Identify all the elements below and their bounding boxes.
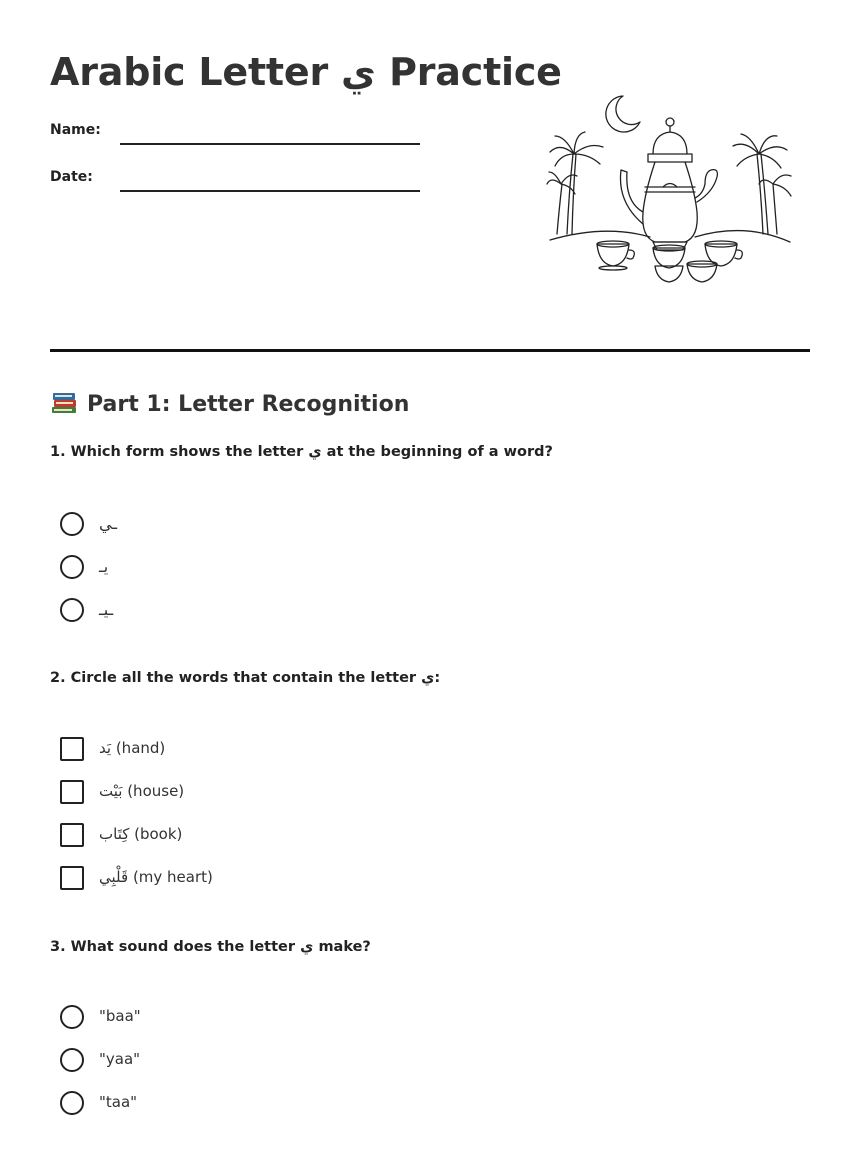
date-field[interactable] xyxy=(50,162,430,192)
question-3: 3. What sound does the letter ي make? xyxy=(50,939,371,955)
q2-option-1[interactable] xyxy=(60,737,460,763)
books-icon xyxy=(50,389,78,415)
option-label: يَد (hand) xyxy=(99,739,166,757)
checkbox[interactable] xyxy=(60,823,84,847)
part1-title-text: Part 1: Letter Recognition xyxy=(87,392,410,417)
option-label: ـيـ xyxy=(99,600,114,619)
q1-option-1[interactable] xyxy=(60,512,460,538)
checkbox[interactable] xyxy=(60,780,84,804)
q3-option-2[interactable] xyxy=(60,1048,460,1074)
q1-option-3[interactable] xyxy=(60,598,460,624)
option-label: ـي xyxy=(99,514,118,533)
q2-option-3[interactable] xyxy=(60,823,460,849)
radio-button[interactable] xyxy=(60,1048,84,1072)
worksheet-title: Arabic Letter ي Practice xyxy=(50,50,562,94)
option-label: "taa" xyxy=(99,1093,138,1111)
name-label: Name: xyxy=(50,122,101,138)
q1-option-2[interactable] xyxy=(60,555,460,581)
option-label: قَلْبِي (my heart) xyxy=(99,868,213,886)
part1-title xyxy=(50,389,409,417)
coffee-pot-illustration-icon xyxy=(545,92,795,287)
checkbox[interactable] xyxy=(60,866,84,890)
question-1: 1. Which form shows the letter ي at the beginning of a word? xyxy=(50,444,553,460)
option-label: "yaa" xyxy=(99,1050,141,1068)
name-line[interactable] xyxy=(120,143,420,145)
checkbox[interactable] xyxy=(60,737,84,761)
radio-button[interactable] xyxy=(60,598,84,622)
option-label: كِتَاب (book) xyxy=(99,825,183,843)
q2-option-2[interactable] xyxy=(60,780,460,806)
q3-option-1[interactable] xyxy=(60,1005,460,1031)
question-2: 2. Circle all the words that contain the letter ي: xyxy=(50,670,441,686)
name-field[interactable] xyxy=(50,115,430,145)
q2-option-4[interactable] xyxy=(60,866,460,892)
date-label: Date: xyxy=(50,169,93,185)
date-line[interactable] xyxy=(120,190,420,192)
q3-option-3[interactable] xyxy=(60,1091,460,1117)
radio-button[interactable] xyxy=(60,555,84,579)
radio-button[interactable] xyxy=(60,512,84,536)
radio-button[interactable] xyxy=(60,1091,84,1115)
option-label: بَيْت (house) xyxy=(99,782,185,800)
option-label: يـ xyxy=(99,557,109,576)
radio-button[interactable] xyxy=(60,1005,84,1029)
section-divider xyxy=(50,349,810,352)
option-label: "baa" xyxy=(99,1007,141,1025)
